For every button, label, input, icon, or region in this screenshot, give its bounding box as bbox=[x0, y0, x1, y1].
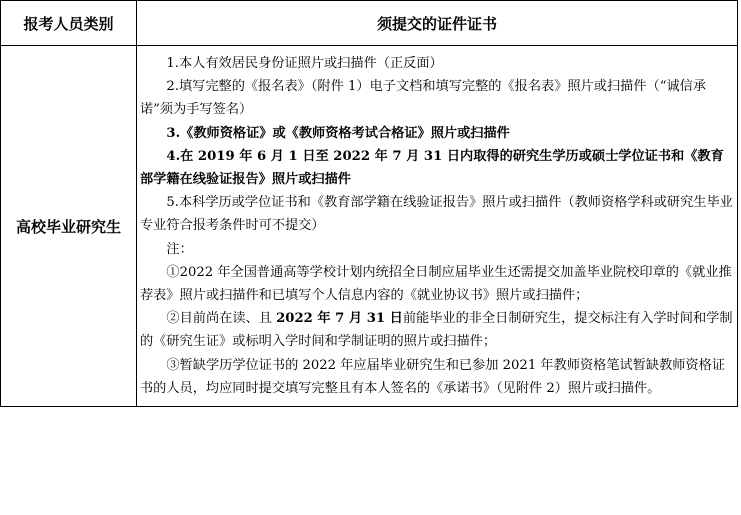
category-cell: 高校毕业研究生 bbox=[1, 46, 137, 407]
note-2-before: ②目前尚在读、且 bbox=[166, 311, 277, 327]
table-header-row bbox=[1, 1, 738, 46]
item-4: 4.在 2019 年 6 月 1 日至 2022 年 7 月 31 日内取得的研究生学历或硕士学位证书和《教育部学籍在线验证报告》照片或扫描件 bbox=[140, 148, 724, 188]
item-3: 3.《教师资格证》或《教师资格考试合格证》照片或扫描件 bbox=[166, 125, 510, 141]
header-documents: 须提交的证件证书 bbox=[137, 1, 738, 46]
item-5: 5.本科学历或学位证书和《教育部学籍在线验证报告》照片或扫描件（教师资格学科或研究生毕业专业符合报考条件时可不提交） bbox=[140, 195, 733, 234]
note-2 bbox=[140, 307, 733, 353]
item-2: 2.填写完整的《报名表》（附件 1）电子文档和填写完整的《报名表》照片或扫描件（“诚信承诺”须为手写签名） bbox=[140, 79, 707, 118]
note-2-date: 2022 年 7 月 31 日 bbox=[276, 311, 403, 327]
note-1: ①2022 年全国普通高等学校计划内统招全日制应届毕业生还需提交加盖毕业院校印章的《就业推荐表》照片或扫描件和已填写个人信息内容的《就业协议书》照片或扫描件； bbox=[140, 264, 732, 304]
header-category: 报考人员类别 bbox=[1, 1, 137, 46]
note-label: 注： bbox=[166, 241, 193, 257]
note-2-after: 前能毕业的非全日制研究生，提交标注有入学时间和学制的《研究生证》或标明入学时间和学制证明的照片或扫描件； bbox=[140, 311, 733, 350]
note-3: ③暂缺学历学位证书的 2022 年应届毕业研究生和已参加 2021 年教师资格笔试暂缺教师资格证书的人员，均应同时提交填写完整且有本人签名的《承诺书》（见附件 2）照片或扫描件。 bbox=[140, 357, 726, 396]
documents-cell bbox=[137, 46, 738, 407]
table-row bbox=[1, 46, 738, 407]
item-1: 1.本人有效居民身份证照片或扫描件（正反面） bbox=[166, 56, 443, 71]
